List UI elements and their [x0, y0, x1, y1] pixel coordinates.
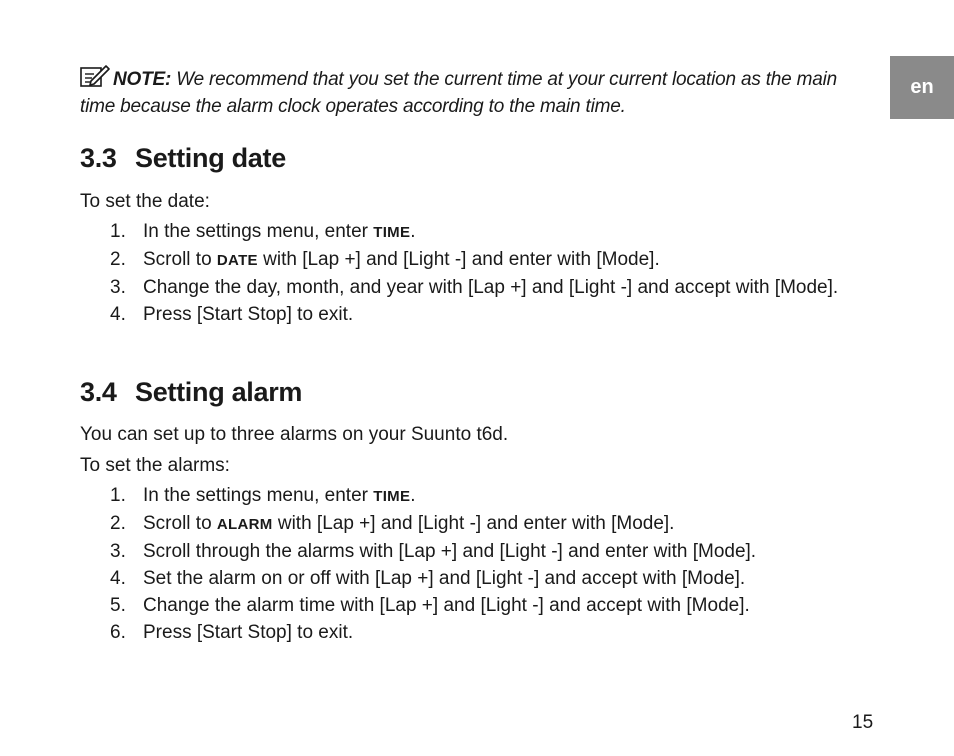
note-pencil-icon — [80, 64, 110, 88]
list-item — [110, 510, 850, 538]
section-number: 3.3 — [80, 143, 117, 173]
language-tab: en — [890, 56, 954, 119]
step-text: Scroll to — [143, 513, 217, 534]
step-keyword: TIME — [373, 488, 411, 505]
alarm-intro-2: To set the alarms: — [80, 455, 230, 476]
list-item — [110, 565, 850, 592]
step-number: 3. — [110, 541, 126, 562]
step-keyword: DATE — [216, 252, 258, 269]
section-heading-setting-alarm — [80, 377, 302, 408]
section-heading-setting-date — [80, 143, 286, 174]
step-text: Set the alarm on or off with [Lap +] and [Light -] and accept with [Mode]. — [143, 568, 746, 589]
step-text-end: . — [410, 221, 416, 242]
list-item — [110, 218, 850, 246]
step-number: 2. — [110, 513, 126, 534]
step-number: 1. — [110, 485, 126, 506]
step-text: Scroll to — [143, 249, 217, 270]
step-text: In the settings menu, enter — [143, 221, 374, 242]
step-number: 4. — [110, 568, 126, 589]
section-title: Setting date — [135, 143, 286, 173]
step-text-end: with [Lap +] and [Light -] and enter with [Mode]. — [257, 249, 660, 270]
list-item — [110, 538, 850, 565]
note-label: NOTE: — [113, 69, 172, 90]
step-number: 6. — [110, 622, 126, 643]
list-item — [110, 482, 850, 510]
step-keyword: ALARM — [216, 516, 273, 533]
alarm-intro: You can set up to three alarms on your Suunto t6d. — [80, 424, 509, 445]
page-number: 15 — [852, 712, 874, 733]
date-intro: To set the date: — [80, 191, 210, 212]
step-text-end: with [Lap +] and [Light -] and enter with [Mode]. — [272, 513, 675, 534]
step-number: 5. — [110, 595, 126, 616]
step-text: Change the alarm time with [Lap +] and [Light -] and accept with [Mode]. — [143, 595, 750, 616]
list-item — [110, 592, 850, 619]
step-text-end: . — [410, 485, 416, 506]
list-item — [110, 246, 850, 274]
date-steps-list — [110, 218, 850, 328]
step-number: 1. — [110, 221, 126, 242]
step-number: 4. — [110, 304, 126, 325]
note-text: We recommend that you set the current time at your current location as the main time because the alarm clock operates according to the main time. — [80, 69, 837, 117]
step-keyword: TIME — [373, 224, 411, 241]
list-item — [110, 274, 850, 301]
list-item — [110, 301, 850, 328]
section-title: Setting alarm — [135, 377, 303, 407]
list-item — [110, 619, 850, 646]
step-text: Press [Start Stop] to exit. — [143, 304, 354, 325]
step-text: Press [Start Stop] to exit. — [143, 622, 354, 643]
section-number: 3.4 — [80, 377, 117, 407]
step-text: In the settings menu, enter — [143, 485, 374, 506]
step-text: Scroll through the alarms with [Lap +] and [Light -] and enter with [Mode]. — [143, 541, 757, 562]
alarm-steps-list — [110, 482, 850, 646]
step-number: 3. — [110, 277, 126, 298]
step-text: Change the day, month, and year with [Lap +] and [Light -] and accept with [Mode]. — [143, 277, 839, 298]
step-number: 2. — [110, 249, 126, 270]
note-block — [80, 64, 870, 120]
